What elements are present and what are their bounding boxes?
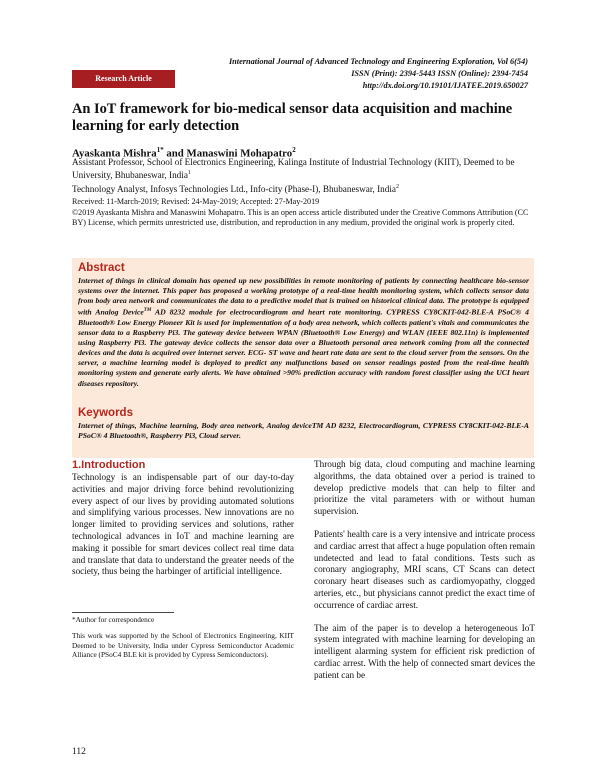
author-1: Ayaskanta Mishra	[72, 147, 157, 160]
affiliation-2-text: Technology Analyst, Infosys Technologies Ltd., Info-city (Phase-I), Bhubaneswar, India	[72, 183, 396, 194]
journal-doi[interactable]: http://dx.doi.org/10.19101/IJATEE.2019.650027	[362, 81, 528, 90]
author-2: Manaswini Mohapatro	[186, 147, 293, 160]
right-column	[314, 459, 535, 682]
affiliation-1-text: Assistant Professor, School of Electronics Engineering, Kalinga Institute of Industrial Technology (KIIT), Deemed to be University, Bhubaneswar, India	[72, 157, 515, 181]
author-and: and	[166, 147, 187, 160]
footnote-divider	[72, 612, 174, 613]
affiliation-2	[72, 182, 534, 195]
keywords-heading: Keywords	[78, 407, 133, 419]
received-dates: Received: 11-March-2019; Revised: 24-May-2019; Accepted: 27-May-2019	[72, 197, 320, 206]
abstract-text	[78, 276, 529, 389]
affiliation-1	[72, 157, 534, 182]
affiliations	[72, 157, 534, 195]
intro-paragraph-4: The aim of the paper is to develop a heterogeneous IoT system integrated with machine learning for developing an intelligent alarming system for efficient risk prediction of cardiac arrest. With the help of connected smart devices the patient can be	[314, 622, 535, 680]
intro-paragraph-3: Patients' health care is a very intensive and intricate process and cardiac arrest that affect a huge population often remain undetected and lead to fatal conditions. Tests such as coronary angiography, MRI scans, CT Scans can detect coronary heart diseases such as cardiomyopathy, clogged arteries, etc., but physicians cannot predict the exact time of occurrence of cardiac arrest.	[314, 528, 535, 610]
author-1-mark: 1*	[156, 146, 164, 154]
journal-name: International Journal of Advanced Technology and Engineering Exploration, Vol 6(54)	[228, 57, 528, 66]
intro-paragraph-1: Technology is an indispensable part of our day-to-day activities and major driving force behind revolutionizing every aspect of our lives by providing automated solutions and simplifying various processes. New innovations are no longer limited to providing services and solutions, rather technological advances in IoT and machine learning are making it possible for smart devices collect real time data and translate that data to understand the greater needs of the society, thus being the harbinger of artificial intelligence.	[72, 472, 294, 577]
journal-issn: ISSN (Print): 2394-5443 ISSN (Online): 2394-7454	[351, 69, 528, 78]
correspondence-footnote: *Author for correspondence	[72, 615, 155, 624]
section-heading-introduction: 1.Introduction	[72, 459, 146, 471]
license-text: ©2019 Ayaskanta Mishra and Manaswini Mohapatro. This is an open access article distributed under the Creative Commons Attribution (CC BY) License, which permits unrestricted use, distribution, and reproduction in any medium, provided the original work is properly cited.	[72, 207, 529, 227]
abstract-text-part-2: AD 8232 module for electrocardiogram and heart rate monitoring. CYPRESS CY8CKIT-042-BLE-A PSoC® 4 Bluetooth® Low Energy Pioneer Kit is used for implementation of a body area network, which collects patient's vitals and communicates the sensor data to a Raspberry Pi3. The gateway device between WPAN (Bluetooth® Low Energy) and WLAN (IEEE 802.11n) is implemented using Raspberry Pi3. The gateway device collects the sensor data over a Bluetooth personal area network coming from all the connected devices and the data is acquired over internet server. ECG- ST wave and heart rate data are sent to the cloud server from the sensors. On the server, a machine learning model is deployed to predict any malfunctions based on sensor readings posted from the real-time health monitoring system and generate early alerts. We have obtained >90% prediction accuracy with random forest classifier using the UCI heart diseases repository.	[78, 307, 529, 388]
abstract-text-part-1: Internet of things in clinical domain has opened up new possibilities in remote monitoring of patients by connecting healthcare bio-sensor systems over the internet. This paper has proposed a working prototype of a real-time health monitoring system, which collects sensor data from body area network and communicates the data to a predictive model that is trained on historical clinical data. The prototype is equipped with Analog Device	[78, 276, 529, 317]
article-history	[72, 197, 534, 229]
affiliation-1-mark: 1	[187, 170, 191, 177]
keywords-text: Internet of things, Machine learning, Body area network, Analog deviceTM AD 8232, Electrocardiogram, CYPRESS CY8CKIT-042-BLE-A PSoC® 4 Bluetooth®, Raspberry Pi3, Cloud server.	[78, 421, 529, 441]
affiliation-2-mark: 2	[396, 183, 399, 190]
funding-footnote: This work was supported by the School of Electronics Engineering, KIIT Deemed to be University, India under Cypress Semiconductor Academic Alliance (PSoC4 BLE kit is provided by Cypress Semiconductors).	[72, 631, 294, 660]
trademark-mark: TM	[143, 308, 152, 314]
page-number: 112	[72, 747, 86, 757]
abstract-heading: Abstract	[78, 262, 125, 274]
paper-title: An IoT framework for bio-medical sensor data acquisition and machine learning for early detection	[72, 101, 513, 134]
article-type-badge: Research Article	[72, 70, 175, 88]
author-2-mark: 2	[292, 146, 296, 154]
intro-paragraph-2: Through big data, cloud computing and machine learning algorithms, the data obtained over a period is trained to develop predictive models that can help to filter and prioritize the vital parameters with or without human supervision.	[314, 459, 535, 517]
left-column	[72, 459, 294, 578]
